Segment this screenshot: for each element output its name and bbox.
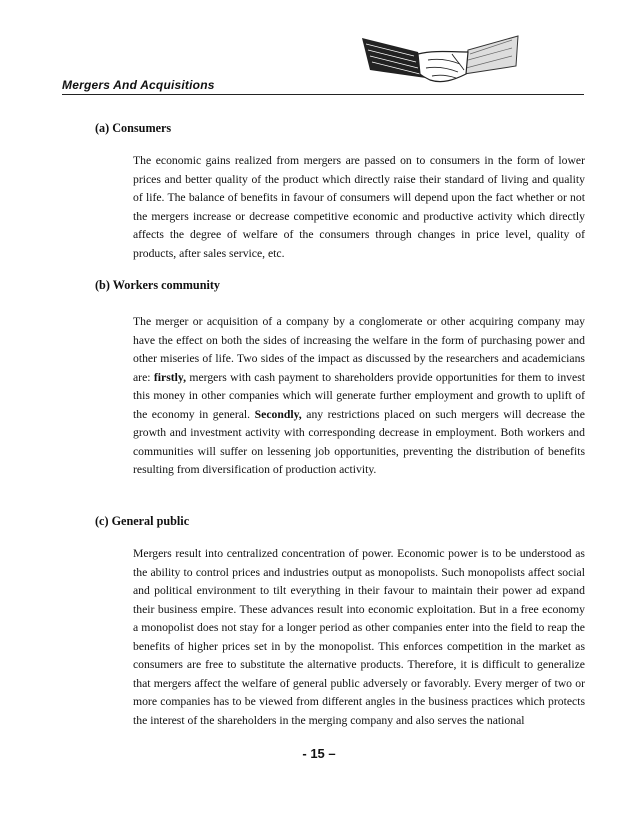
paragraph-text: mergers with cash payment to shareholders provide opportunities for them to invest this money in other companies which will generate further employment and growth to uplift of the economy in general. xyxy=(133,370,586,421)
paragraph-text: Mergers result into centralized concentration of power. Economic power is to be understood as the ability to control prices and industries output as monopolists. Such monopolists affect social and political environment to tilt everything in their favour to maintain their power ad expand their business empire. These advances result into economic exploitation. But in a free economy a monopolist does not stay for a longer period as other companies enter into the field to reap the benefits of higher prices set in by the monopolist. This enforces competition in the market as consumers are free to substitute the alternative products. Therefore, it is difficult to generalize that mergers affect the welfare of general public adversely or favorably. Every merger of two or more companies has to be viewed from different angles in the business practices which protects the interest of the shareholders in the merging company and also serves the national xyxy=(133,547,585,727)
header-title: Mergers And Acquisitions xyxy=(62,78,215,92)
section-paragraph-workers-community xyxy=(133,313,585,480)
emphasis-secondly: Secondly, xyxy=(254,407,302,421)
section-heading-general-public: (c) General public xyxy=(95,514,190,528)
handshake-icon xyxy=(362,36,518,82)
emphasis-firstly: firstly, xyxy=(153,370,187,384)
handshake-illustration xyxy=(356,30,524,102)
section-heading-workers-community: (b) Workers community xyxy=(95,278,221,292)
section-paragraph-consumers xyxy=(133,152,585,263)
page-number: - 15 – xyxy=(302,746,336,761)
paragraph-text: The merger or acquisition of a company by a conglomerate or other acquiring company may have the effect on both the sides of increasing the welfare in the form of purchasing power and other miseries of life. Two sides of the impact as discussed by the researchers and academicians are: xyxy=(133,315,585,384)
section-heading-consumers: (a) Consumers xyxy=(95,121,172,135)
section-paragraph-general-public xyxy=(133,545,585,730)
paragraph-text: The economic gains realized from mergers are passed on to consumers in the form of lower prices and better quality of the product which directly raise their standard of living and quality of life. The balance of benefits in favour of consumers will depend upon the fact whether or not the mergers increase or decrease competitive economic and productive activity which directly affects the degree of welfare of the consumers through changes in price level, quality of products, after sales service, etc. xyxy=(133,154,585,260)
header-rule xyxy=(62,94,584,95)
paragraph-text: any restrictions placed on such mergers will decrease the growth and investment activity with corresponding decrease in employment. Both workers and communities will suffer on lessening job opportunities, preventing the distribution of benefits resulting from diversification of production activity. xyxy=(133,407,585,476)
